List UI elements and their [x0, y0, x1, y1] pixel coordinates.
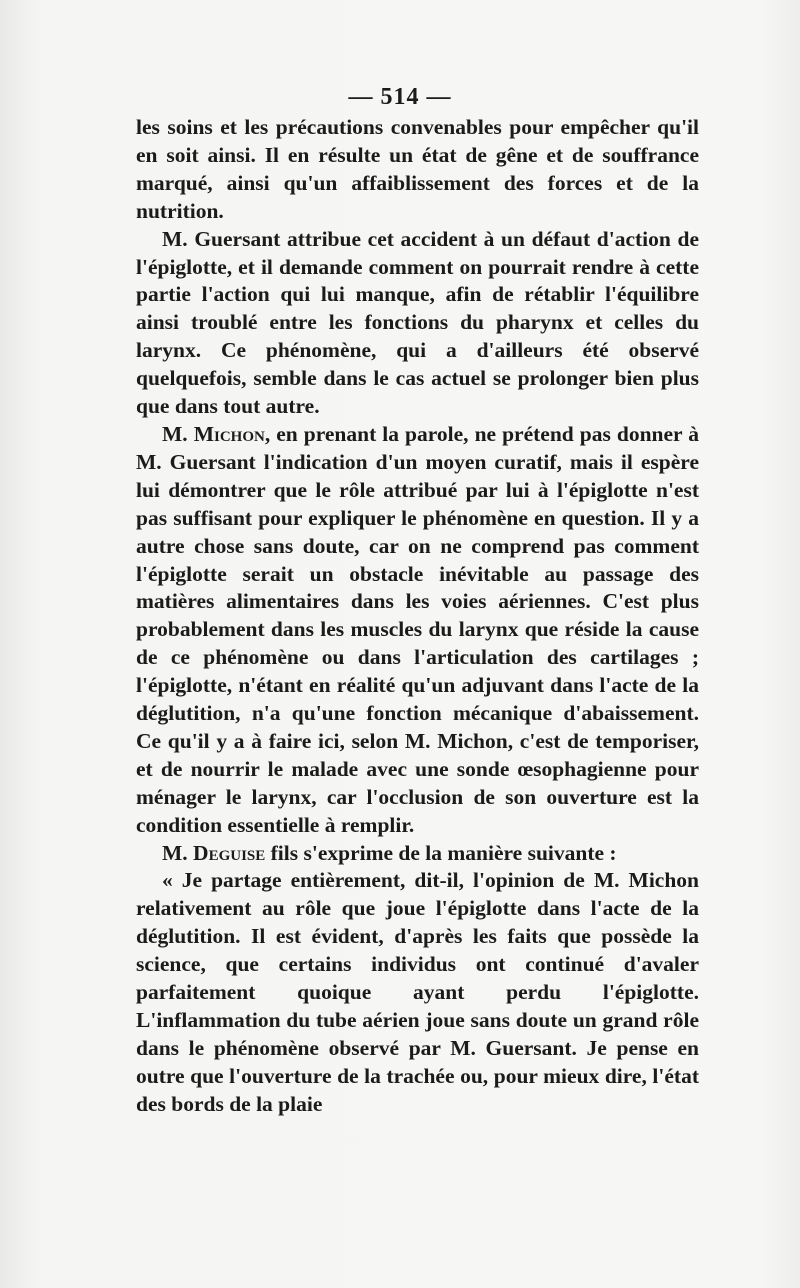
paragraph-2	[136, 226, 699, 421]
paragraph-2-text: M. Guersant attribue cet accident à un défaut d'action de l'épiglotte, et il demande comment on pourrait rendre à cette partie l'action qui lui manque, afin de rétablir l'équilibre ainsi troublé entre les fonctions du pharynx et celles du larynx. Ce phénomène, qui a d'ailleurs été observé quelquefois, semble dans le cas actuel se prolonger bien plus que dans tout autre.	[136, 226, 699, 419]
speaker-name-michon: Michon	[193, 421, 265, 446]
page-number: — 514 —	[348, 84, 452, 110]
paragraph-1-text: les soins et les précautions convenables pour empêcher qu'il en soit ainsi. Il en résulte un état de gêne et de souffrance marqué, ainsi qu'un affaiblissement des forces et de la nutrition.	[136, 115, 699, 223]
paragraph-4	[136, 840, 699, 868]
paragraph-5	[136, 867, 699, 1118]
paragraph-3-text-a: M.	[162, 421, 194, 446]
speaker-name-deguise: Deguise	[193, 840, 266, 865]
paragraph-5-text: « Je partage entièrement, dit-il, l'opinion de M. Michon relativement au rôle que joue l'épiglotte dans l'acte de la déglutition. Il est évident, d'après les faits que possède la science, que certains individus ont continué d'avaler parfaitement quoique ayant perdu l'épiglotte. L'inflammation du tube aérien joue sans doute un grand rôle dans le phénomène observé par M. Guersant. Je pense en outre que l'ouverture de la trachée ou, pour mieux dire, l'état des bords de la plaie	[136, 868, 699, 1116]
paragraph-4-text-b: fils s'exprime de la manière suivante :	[265, 840, 617, 865]
body-text	[136, 114, 699, 1119]
paragraph-3-text-b: , en prenant la parole, ne prétend pas donner à M. Guersant l'indication d'un moyen curatif, mais il espère lui démontrer que le rôle attribué par lui à l'épiglotte n'est pas suffisant pour expliquer le phénomène en question. Il y a autre chose sans doute, car on ne comprend pas comment l'épiglotte serait un obstacle inévitable au passage des matières alimentaires dans les voies aériennes. C'est plus probablement dans les muscles du larynx que réside la cause de ce phénomène ou dans l'articulation des cartilages ; l'épiglotte, n'étant en réalité qu'un adjuvant dans l'acte de la déglutition, n'a qu'une fonction mécanique d'abaissement. Ce qu'il y a à faire ici, selon M. Michon, c'est de temporiser, et de nourrir le malade avec une sonde œsophagienne pour ménager le larynx, car l'occlusion de son ouverture est la condition essentielle à remplir.	[136, 421, 699, 837]
paragraph-1	[136, 114, 699, 226]
paragraph-4-text-a: M.	[162, 840, 194, 865]
paragraph-3	[136, 421, 699, 840]
